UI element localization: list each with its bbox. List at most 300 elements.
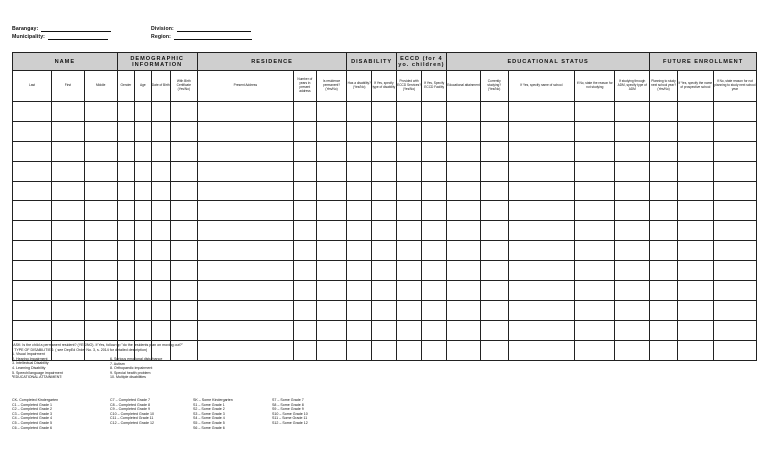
entry-cell[interactable] — [396, 161, 422, 181]
entry-cell[interactable] — [447, 261, 481, 281]
entry-cell[interactable] — [615, 221, 650, 241]
entry-cell[interactable] — [615, 102, 650, 122]
entry-cell[interactable] — [575, 102, 615, 122]
entry-cell[interactable] — [447, 201, 481, 221]
entry-cell[interactable] — [84, 201, 117, 221]
entry-cell[interactable] — [316, 281, 347, 301]
entry-cell[interactable] — [372, 281, 397, 301]
entry-cell[interactable] — [117, 241, 134, 261]
entry-cell[interactable] — [677, 121, 713, 141]
entry-cell[interactable] — [316, 241, 347, 261]
entry-cell[interactable] — [508, 281, 575, 301]
entry-cell[interactable] — [135, 201, 151, 221]
entry-cell[interactable] — [13, 141, 52, 161]
entry-cell[interactable] — [84, 161, 117, 181]
entry-cell[interactable] — [316, 340, 347, 360]
entry-cell[interactable] — [508, 340, 575, 360]
entry-cell[interactable] — [294, 102, 317, 122]
entry-cell[interactable] — [422, 102, 447, 122]
entry-cell[interactable] — [447, 102, 481, 122]
entry-cell[interactable] — [197, 141, 293, 161]
entry-cell[interactable] — [422, 141, 447, 161]
entry-cell[interactable] — [347, 221, 372, 241]
entry-cell[interactable] — [713, 281, 756, 301]
division-blank[interactable] — [177, 31, 251, 32]
entry-cell[interactable] — [347, 161, 372, 181]
entry-cell[interactable] — [508, 261, 575, 281]
entry-cell[interactable] — [508, 181, 575, 201]
entry-cell[interactable] — [347, 121, 372, 141]
entry-cell[interactable] — [316, 141, 347, 161]
entry-cell[interactable] — [84, 102, 117, 122]
entry-cell[interactable] — [396, 261, 422, 281]
entry-cell[interactable] — [575, 141, 615, 161]
entry-cell[interactable] — [170, 221, 197, 241]
entry-cell[interactable] — [480, 102, 508, 122]
entry-cell[interactable] — [396, 121, 422, 141]
entry-cell[interactable] — [480, 201, 508, 221]
entry-cell[interactable] — [650, 141, 678, 161]
entry-cell[interactable] — [480, 261, 508, 281]
entry-cell[interactable] — [713, 102, 756, 122]
entry-cell[interactable] — [151, 161, 170, 181]
entry-cell[interactable] — [575, 161, 615, 181]
entry-cell[interactable] — [372, 141, 397, 161]
entry-cell[interactable] — [51, 261, 84, 281]
entry-cell[interactable] — [13, 121, 52, 141]
entry-cell[interactable] — [84, 300, 117, 320]
entry-cell[interactable] — [197, 201, 293, 221]
entry-cell[interactable] — [347, 281, 372, 301]
entry-cell[interactable] — [294, 261, 317, 281]
barangay-blank[interactable] — [41, 31, 111, 32]
entry-cell[interactable] — [117, 221, 134, 241]
entry-cell[interactable] — [677, 181, 713, 201]
entry-cell[interactable] — [615, 121, 650, 141]
entry-cell[interactable] — [575, 320, 615, 340]
entry-cell[interactable] — [51, 161, 84, 181]
entry-cell[interactable] — [197, 121, 293, 141]
entry-cell[interactable] — [84, 320, 117, 340]
entry-cell[interactable] — [480, 320, 508, 340]
entry-cell[interactable] — [151, 281, 170, 301]
entry-cell[interactable] — [575, 261, 615, 281]
entry-cell[interactable] — [135, 121, 151, 141]
note-line: 9. Special health problem — [110, 370, 151, 375]
entry-cell[interactable] — [170, 102, 197, 122]
entry-cell[interactable] — [13, 300, 52, 320]
entry-cell[interactable] — [650, 241, 678, 261]
entry-cell[interactable] — [447, 221, 481, 241]
entry-cell[interactable] — [316, 201, 347, 221]
entry-cell[interactable] — [117, 181, 134, 201]
entry-cell[interactable] — [170, 281, 197, 301]
entry-cell[interactable] — [347, 320, 372, 340]
entry-cell[interactable] — [713, 161, 756, 181]
entry-cell[interactable] — [151, 201, 170, 221]
entry-cell[interactable] — [650, 300, 678, 320]
entry-cell[interactable] — [84, 281, 117, 301]
entry-cell[interactable] — [170, 141, 197, 161]
entry-cell[interactable] — [508, 241, 575, 261]
entry-cell[interactable] — [447, 161, 481, 181]
entry-cell[interactable] — [151, 221, 170, 241]
entry-cell[interactable] — [151, 102, 170, 122]
entry-cell[interactable] — [677, 201, 713, 221]
entry-cell[interactable] — [713, 221, 756, 241]
entry-cell[interactable] — [508, 320, 575, 340]
entry-cell[interactable] — [151, 121, 170, 141]
entry-cell[interactable] — [480, 141, 508, 161]
entry-cell[interactable] — [13, 201, 52, 221]
entry-cell[interactable] — [713, 181, 756, 201]
entry-cell[interactable] — [347, 300, 372, 320]
entry-cell[interactable] — [422, 201, 447, 221]
entry-cell[interactable] — [197, 181, 293, 201]
entry-cell[interactable] — [677, 241, 713, 261]
entry-cell[interactable] — [117, 300, 134, 320]
entry-cell[interactable] — [135, 320, 151, 340]
entry-cell[interactable] — [372, 320, 397, 340]
entry-cell[interactable] — [135, 300, 151, 320]
entry-cell[interactable] — [615, 181, 650, 201]
entry-cell[interactable] — [713, 121, 756, 141]
entry-cell[interactable] — [316, 261, 347, 281]
attainment-codes-1 — [12, 398, 58, 430]
entry-cell[interactable] — [650, 181, 678, 201]
entry-cell[interactable] — [713, 141, 756, 161]
entry-cell[interactable] — [347, 102, 372, 122]
entry-cell[interactable] — [197, 300, 293, 320]
entry-cell[interactable] — [508, 102, 575, 122]
entry-cell[interactable] — [508, 141, 575, 161]
column-header-11: If Yes, specify type of disability — [372, 71, 397, 102]
entry-cell[interactable] — [135, 261, 151, 281]
region-field[interactable] — [151, 34, 252, 40]
entry-cell[interactable] — [677, 161, 713, 181]
entry-cell[interactable] — [51, 320, 84, 340]
entry-cell[interactable] — [197, 161, 293, 181]
entry-cell[interactable] — [197, 102, 293, 122]
entry-cell[interactable] — [677, 281, 713, 301]
entry-cell[interactable] — [170, 121, 197, 141]
entry-cell[interactable] — [396, 300, 422, 320]
entry-cell[interactable] — [51, 300, 84, 320]
group-header-1: DEMOGRAPHIC INFORMATION — [117, 53, 197, 71]
entry-cell[interactable] — [84, 181, 117, 201]
entry-cell[interactable] — [294, 121, 317, 141]
entry-cell[interactable] — [615, 261, 650, 281]
entry-cell[interactable] — [294, 300, 317, 320]
entry-cell[interactable] — [396, 340, 422, 360]
entry-cell[interactable] — [713, 261, 756, 281]
entry-cell[interactable] — [650, 261, 678, 281]
entry-cell[interactable] — [447, 320, 481, 340]
entry-cell[interactable] — [294, 141, 317, 161]
entry-cell[interactable] — [650, 221, 678, 241]
entry-cell[interactable] — [396, 201, 422, 221]
entry-cell[interactable] — [422, 261, 447, 281]
entry-cell[interactable] — [316, 102, 347, 122]
entry-cell[interactable] — [347, 141, 372, 161]
entry-cell[interactable] — [447, 181, 481, 201]
entry-cell[interactable] — [575, 201, 615, 221]
entry-cell[interactable] — [170, 201, 197, 221]
entry-cell[interactable] — [447, 340, 481, 360]
entry-cell[interactable] — [170, 181, 197, 201]
entry-cell[interactable] — [650, 161, 678, 181]
entry-cell[interactable] — [294, 320, 317, 340]
entry-cell[interactable] — [117, 121, 134, 141]
entry-cell[interactable] — [170, 241, 197, 261]
entry-cell[interactable] — [170, 320, 197, 340]
entry-cell[interactable] — [372, 161, 397, 181]
entry-cell[interactable] — [480, 281, 508, 301]
entry-cell[interactable] — [372, 102, 397, 122]
entry-cell[interactable] — [51, 141, 84, 161]
entry-cell[interactable] — [677, 221, 713, 241]
entry-cell[interactable] — [51, 221, 84, 241]
note-line: S4 – Some Grade 4 — [193, 416, 225, 421]
entry-cell[interactable] — [422, 300, 447, 320]
entry-cell[interactable] — [447, 121, 481, 141]
entry-cell[interactable] — [422, 340, 447, 360]
entry-cell[interactable] — [372, 241, 397, 261]
entry-cell[interactable] — [84, 121, 117, 141]
entry-cell[interactable] — [575, 281, 615, 301]
entry-cell[interactable] — [347, 181, 372, 201]
entry-cell[interactable] — [316, 300, 347, 320]
entry-cell[interactable] — [480, 300, 508, 320]
entry-cell[interactable] — [316, 121, 347, 141]
entry-cell[interactable] — [677, 261, 713, 281]
entry-cell[interactable] — [135, 181, 151, 201]
note-line: 4. Learning Disability — [12, 365, 46, 370]
entry-cell[interactable] — [51, 281, 84, 301]
entry-cell[interactable] — [197, 320, 293, 340]
entry-cell[interactable] — [13, 241, 52, 261]
entry-cell[interactable] — [508, 161, 575, 181]
division-field[interactable] — [151, 26, 251, 32]
table-row — [13, 121, 757, 141]
entry-cell[interactable] — [84, 141, 117, 161]
entry-cell[interactable] — [650, 102, 678, 122]
entry-cell[interactable] — [294, 221, 317, 241]
entry-cell[interactable] — [13, 161, 52, 181]
entry-cell[interactable] — [575, 181, 615, 201]
entry-cell[interactable] — [713, 300, 756, 320]
entry-cell[interactable] — [117, 281, 134, 301]
entry-cell[interactable] — [396, 241, 422, 261]
entry-cell[interactable] — [13, 181, 52, 201]
entry-cell[interactable] — [575, 121, 615, 141]
entry-cell[interactable] — [151, 261, 170, 281]
entry-cell[interactable] — [84, 261, 117, 281]
entry-cell[interactable] — [575, 300, 615, 320]
entry-cell[interactable] — [615, 300, 650, 320]
entry-cell[interactable] — [170, 300, 197, 320]
entry-cell[interactable] — [372, 181, 397, 201]
entry-cell[interactable] — [294, 340, 317, 360]
entry-cell[interactable] — [117, 161, 134, 181]
entry-cell[interactable] — [347, 201, 372, 221]
entry-cell[interactable] — [447, 241, 481, 261]
entry-cell[interactable] — [151, 181, 170, 201]
entry-cell[interactable] — [197, 221, 293, 241]
entry-cell[interactable] — [575, 340, 615, 360]
column-header-3: Gender — [117, 71, 134, 102]
entry-cell[interactable] — [135, 241, 151, 261]
entry-cell[interactable] — [117, 141, 134, 161]
entry-cell[interactable] — [170, 161, 197, 181]
entry-cell[interactable] — [615, 141, 650, 161]
entry-cell[interactable] — [347, 241, 372, 261]
entry-cell[interactable] — [84, 221, 117, 241]
entry-cell[interactable] — [480, 221, 508, 241]
entry-cell[interactable] — [447, 281, 481, 301]
entry-cell[interactable] — [316, 181, 347, 201]
entry-cell[interactable] — [372, 261, 397, 281]
entry-cell[interactable] — [396, 320, 422, 340]
note-line: 2. Hearing Impairment — [12, 356, 48, 361]
entry-cell[interactable] — [372, 340, 397, 360]
entry-cell[interactable] — [294, 201, 317, 221]
entry-cell[interactable] — [480, 121, 508, 141]
entry-cell[interactable] — [117, 261, 134, 281]
entry-cell[interactable] — [713, 340, 756, 360]
entry-cell[interactable] — [575, 241, 615, 261]
entry-cell[interactable] — [650, 281, 678, 301]
entry-cell[interactable] — [372, 121, 397, 141]
entry-cell[interactable] — [197, 281, 293, 301]
entry-cell[interactable] — [396, 141, 422, 161]
entry-cell[interactable] — [197, 261, 293, 281]
entry-cell[interactable] — [316, 320, 347, 340]
entry-cell[interactable] — [422, 181, 447, 201]
entry-cell[interactable] — [197, 340, 293, 360]
entry-cell[interactable] — [13, 281, 52, 301]
entry-cell[interactable] — [650, 320, 678, 340]
entry-cell[interactable] — [117, 320, 134, 340]
entry-cell[interactable] — [117, 201, 134, 221]
entry-cell[interactable] — [677, 102, 713, 122]
entry-cell[interactable] — [615, 161, 650, 181]
region-blank[interactable] — [174, 39, 252, 40]
entry-cell[interactable] — [51, 241, 84, 261]
entry-cell[interactable] — [422, 281, 447, 301]
entry-cell[interactable] — [650, 340, 678, 360]
entry-cell[interactable] — [135, 221, 151, 241]
entry-cell[interactable] — [396, 102, 422, 122]
entry-cell[interactable] — [615, 201, 650, 221]
entry-cell[interactable] — [117, 102, 134, 122]
entry-cell[interactable] — [650, 121, 678, 141]
entry-cell[interactable] — [508, 221, 575, 241]
entry-cell[interactable] — [396, 181, 422, 201]
entry-cell[interactable] — [84, 241, 117, 261]
entry-cell[interactable] — [294, 181, 317, 201]
entry-cell[interactable] — [422, 241, 447, 261]
entry-cell[interactable] — [480, 181, 508, 201]
entry-cell[interactable] — [677, 340, 713, 360]
entry-cell[interactable] — [294, 241, 317, 261]
entry-cell[interactable] — [677, 141, 713, 161]
entry-cell[interactable] — [170, 261, 197, 281]
entry-cell[interactable] — [294, 281, 317, 301]
entry-cell[interactable] — [508, 201, 575, 221]
entry-cell[interactable] — [713, 320, 756, 340]
barangay-field[interactable] — [12, 26, 111, 32]
entry-cell[interactable] — [480, 241, 508, 261]
entry-cell[interactable] — [13, 320, 52, 340]
entry-cell[interactable] — [135, 161, 151, 181]
entry-cell[interactable] — [677, 300, 713, 320]
entry-cell[interactable] — [615, 241, 650, 261]
entry-cell[interactable] — [316, 221, 347, 241]
entry-cell[interactable] — [13, 261, 52, 281]
entry-cell[interactable] — [197, 241, 293, 261]
entry-cell[interactable] — [447, 141, 481, 161]
entry-cell[interactable] — [51, 181, 84, 201]
entry-cell[interactable] — [447, 300, 481, 320]
entry-cell[interactable] — [713, 201, 756, 221]
entry-cell[interactable] — [135, 102, 151, 122]
entry-cell[interactable] — [650, 201, 678, 221]
entry-cell[interactable] — [508, 300, 575, 320]
entry-cell[interactable] — [372, 201, 397, 221]
entry-cell[interactable] — [422, 161, 447, 181]
entry-cell[interactable] — [396, 221, 422, 241]
note-line: S3 – Some Grade 3 — [193, 411, 225, 416]
entry-cell[interactable] — [316, 161, 347, 181]
entry-cell[interactable] — [13, 102, 52, 122]
entry-cell[interactable] — [677, 320, 713, 340]
entry-cell[interactable] — [615, 320, 650, 340]
entry-cell[interactable] — [422, 121, 447, 141]
entry-cell[interactable] — [51, 121, 84, 141]
entry-cell[interactable] — [135, 141, 151, 161]
entry-cell[interactable] — [13, 221, 52, 241]
municipality-blank[interactable] — [48, 39, 108, 40]
entry-cell[interactable] — [151, 241, 170, 261]
entry-cell[interactable] — [615, 281, 650, 301]
entry-cell[interactable] — [347, 261, 372, 281]
entry-cell[interactable] — [615, 340, 650, 360]
entry-cell[interactable] — [480, 340, 508, 360]
entry-cell[interactable] — [372, 300, 397, 320]
entry-cell[interactable] — [151, 320, 170, 340]
entry-cell[interactable] — [422, 221, 447, 241]
entry-cell[interactable] — [480, 161, 508, 181]
entry-cell[interactable] — [396, 281, 422, 301]
entry-cell[interactable] — [372, 221, 397, 241]
note-line: CK- Completed Kindergarten — [12, 398, 59, 402]
municipality-field[interactable] — [12, 34, 108, 40]
column-header-19: Planning to study next school year? (Yes/No) — [650, 71, 678, 102]
entry-cell[interactable] — [422, 320, 447, 340]
column-header-21: If No, state reason for not planning to study next school year — [713, 71, 756, 102]
entry-cell[interactable] — [508, 121, 575, 141]
entry-cell[interactable] — [51, 201, 84, 221]
entry-cell[interactable] — [713, 241, 756, 261]
entry-cell[interactable] — [151, 141, 170, 161]
entry-cell[interactable] — [151, 300, 170, 320]
entry-cell[interactable] — [135, 281, 151, 301]
entry-cell[interactable] — [294, 161, 317, 181]
entry-cell[interactable] — [347, 340, 372, 360]
entry-cell[interactable] — [51, 102, 84, 122]
entry-cell[interactable] — [575, 221, 615, 241]
